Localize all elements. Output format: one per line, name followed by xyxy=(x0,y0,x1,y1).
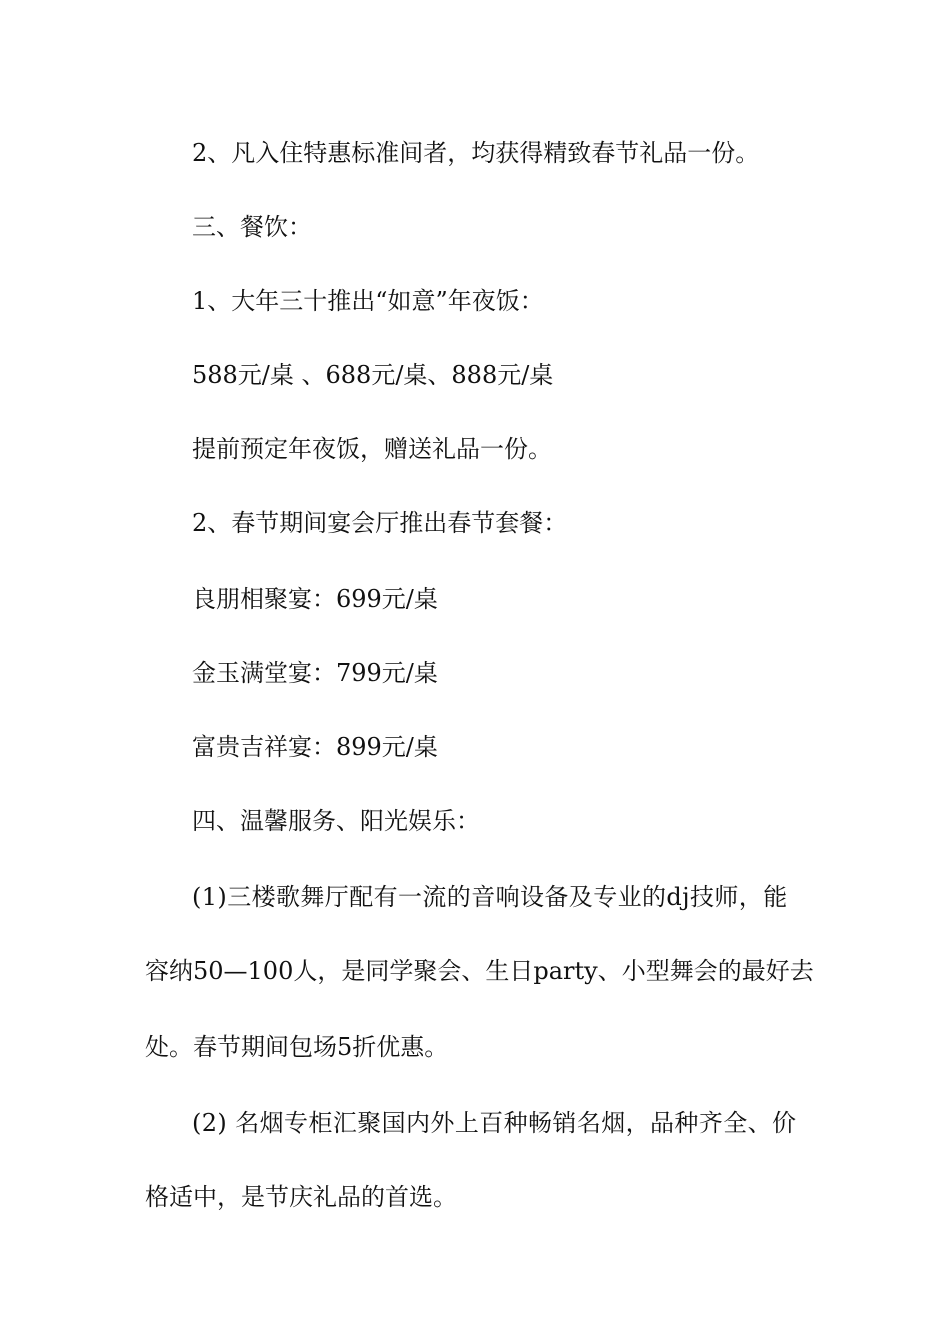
paragraph-line: 1、大年三十推出“如意”年夜饭： xyxy=(192,287,544,315)
paragraph-line: (1)三楼歌舞厅配有一流的音响设备及专业的dj技师，能 xyxy=(192,883,788,911)
section-heading: 四、温馨服务、阳光娱乐： xyxy=(192,807,480,835)
paragraph-line: 容纳50—100人，是同学聚会、生日party、小型舞会的最好去 xyxy=(145,957,814,985)
menu-price-line: 良朋相聚宴：699元/桌 xyxy=(192,585,438,613)
paragraph-line: 2、凡入住特惠标准间者，均获得精致春节礼品一份。 xyxy=(192,139,760,167)
price-line: 588元/桌 、688元/桌、888元/桌 xyxy=(192,361,554,389)
paragraph-line: 格适中，是节庆礼品的首选。 xyxy=(145,1183,457,1211)
section-heading: 三、餐饮： xyxy=(192,213,312,241)
paragraph-line: 处。春节期间包场5折优惠。 xyxy=(145,1033,449,1061)
paragraph-line: 提前预定年夜饭，赠送礼品一份。 xyxy=(192,435,552,463)
paragraph-line: (2) 名烟专柜汇聚国内外上百种畅销名烟，品种齐全、价 xyxy=(192,1109,797,1137)
paragraph-line: 2、春节期间宴会厅推出春节套餐： xyxy=(192,509,568,537)
menu-price-line: 金玉满堂宴：799元/桌 xyxy=(192,659,438,687)
menu-price-line: 富贵吉祥宴：899元/桌 xyxy=(192,733,438,761)
